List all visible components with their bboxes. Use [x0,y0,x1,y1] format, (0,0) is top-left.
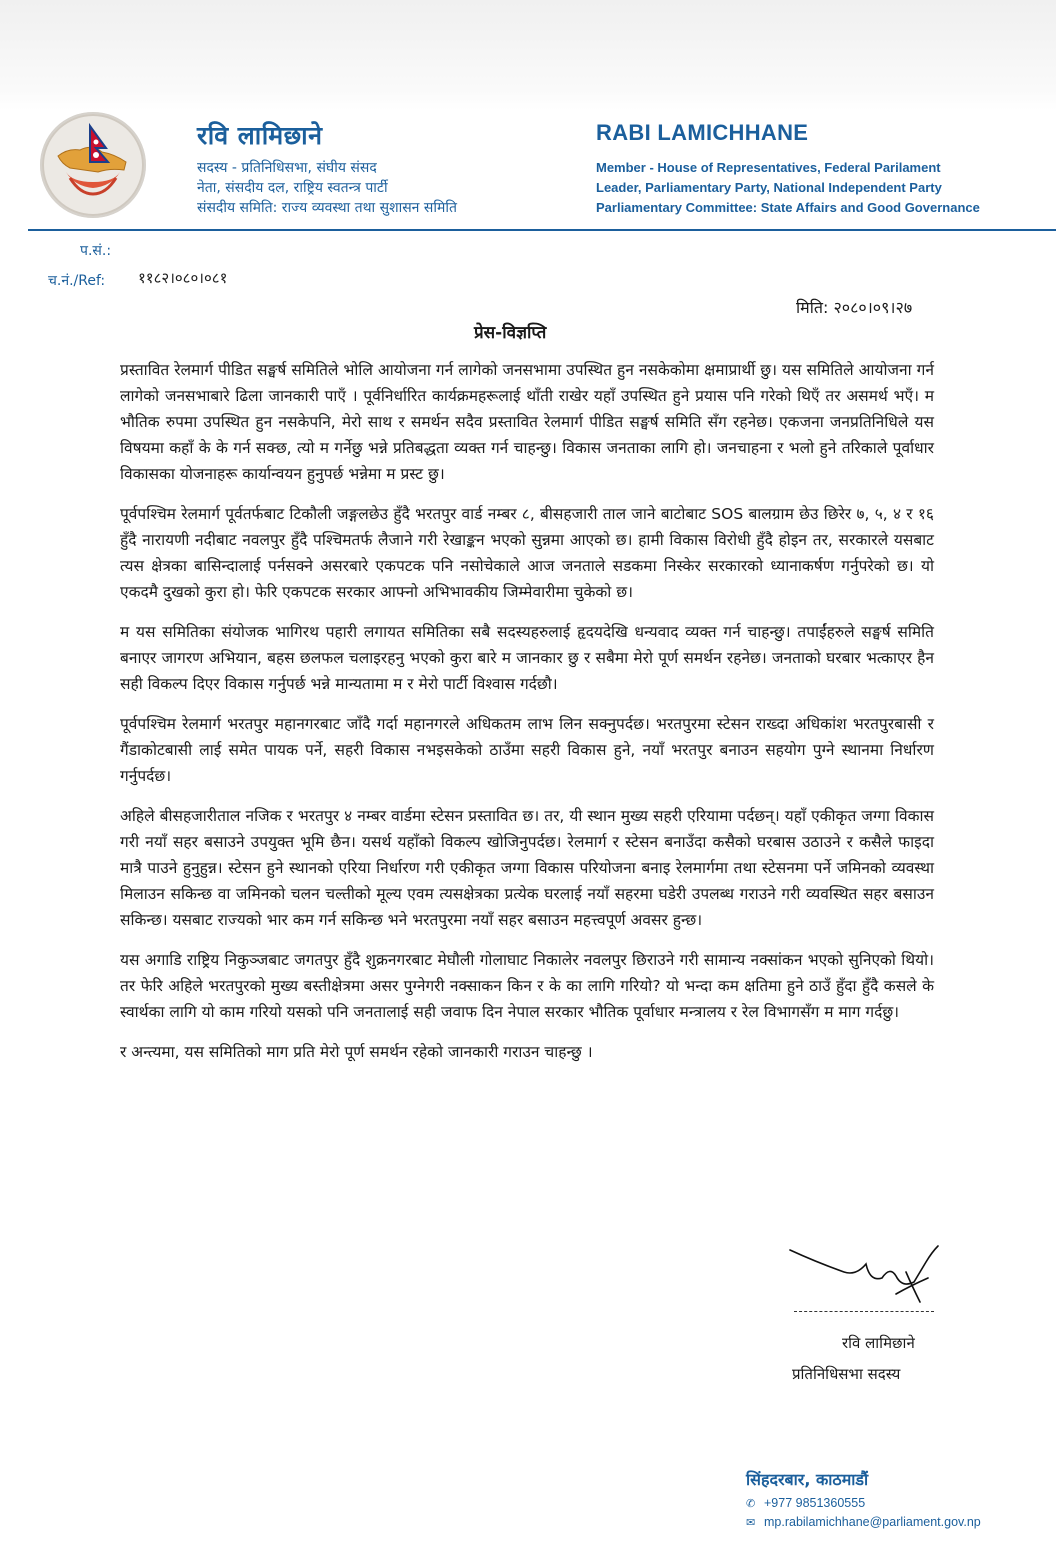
mail-icon: ✉ [746,1517,756,1529]
phone-number: +977 9851360555 [764,1496,866,1510]
page-title: प्रेस-विज्ञप्ति [474,323,547,343]
ref-number: ११८२।०८०।०८१ [138,269,228,287]
paragraph: अहिले बीसहजारीताल नजिक र भरतपुर ४ नम्बर वार्डमा स्टेसन प्रस्तावित छ। तर, यी स्थान मुख्य सहरी एरियामा पर्दछन्। यहाँ एकीकृत जग्गा विकास गरी नयाँ सहर बसाउने उपयुक्त भूमि छैन। यसर्थ यहाँको विकल्प खोजिनुपर्दछ। रेलमार्ग र स्टेसन बनाउँदा कसैको घरबास उठाउने र कसैले फाइदा मात्रै पाउने हुनुहुन्न। स्टेसन हुने स्थानको एरिया निर्धारण गरी एकीकृत जग्गा विकास परियोजना बनाइ रेलमार्गमा तथा स्टेसनमा पर्ने जमिनको व्यवस्था मिलाउन सकिन्छ वा जमिनको चलन चल्तीको मूल्य एवम त्यसक्षेत्रका प्रत्येक घरलाई नयाँ सहरमा घडेरी उपलब्ध गराउने गरी व्यवस्थित सहर बसाउन सकिन्छ। यसबाट राज्यको भार कम गर्न सकिन्छ भने भरतपुरमा नयाँ सहर बसाउन महत्त्वपूर्ण अवसर हुन्छ। [120,807,934,929]
header-divider [28,229,1056,231]
footer-phone [746,1496,865,1510]
paragraph: पूर्वपश्चिम रेलमार्ग भरतपुर महानगरबाट जाँदै गर्दा महानगरले अधिकतम लाभ लिन सक्नुपर्दछ। भरतपुरमा स्टेसन राख्दा अधिकांश भरतपुरबासी र गैंडाकोटबासी लाई समेत पायक पर्ने, सहरी विकास नभइसकेको ठाउँमा सहरी विकास हुने, नयाँ भरतपुर बनाउन सहयोग पुग्ने स्थानमा निर्धारण गर्नुपर्दछ। [120,715,934,785]
ps-label: प.सं.: [80,243,112,259]
paragraph: पूर्वपश्चिम रेलमार्ग पूर्वतर्फबाट टिकौली जङ्गलछेउ हुँदै भरतपुर वार्ड नम्बर ८, बीसहजारी ताल जाने बाटोबाट SOS बालग्राम छेउ छिरेर ७, ५, ४ र १६ हुँदै नारायणी नदीबाट नवलपुर हुँदै पश्चिमतर्फ लैजाने गरी रेखाङ्कन भएको सुन्नमा आएको छ। हामी विकास विरोधी हुँदै होइन तर, सरकारले यसबाट त्यस क्षेत्रका बासिन्दालाई पर्नसक्ने असरबारे एकपटक पनि नसोचेकाले आज जनताले सडकमा निस्केर सरकारको ध्यानाकर्षण गर्नुपरेको छ। यो एकदमै दुखको कुरा हो। फेरि एकपटक सरकार आफ्नो अभिभावकीय जिम्मेवारीमा चुकेको छ। [120,505,934,601]
paragraph: म यस समितिका संयोजक भागिरथ पहारी लगायत समितिका सबै सदस्यहरुलाई हृदयदेखि धन्यवाद व्यक्त गर्न चाहन्छु। तपाईंहरुले सङ्घर्ष समिति बनाएर जागरण अभियान, बहस छलफल चलाइरहनु भएको कुरा बारे म जानकार छु र सबैमा मेरो पूर्ण समर्थन रहनेछ। जनताको घरबार भत्काएर हैन सही विकल्प दिएर विकास गर्नुपर्छ भन्ने मान्यतामा म र मेरो पार्टी विश्वास गर्दछौ। [120,623,934,693]
designation-line: संसदीय समिति: राज्य व्यवस्था तथा सुशासन समिति [197,200,457,216]
date: मिति: २०८०।०९।२७ [796,298,913,317]
parliament-emblem-logo [40,112,146,218]
name-nepali: रवि लामिछाने [197,121,323,150]
designation-line: Parliamentary Committee: State Affairs and Good Governance [596,200,980,215]
signatory-role: प्रतिनिधिसभा सदस्य [792,1365,901,1383]
designation-line: नेता, संसदीय दल, राष्ट्रिय स्वतन्त्र पार्टी [197,180,388,196]
signatory-name: रवि लामिछाने [842,1334,915,1352]
footer-email [746,1515,981,1529]
phone-icon: ✆ [746,1498,756,1510]
designation-line: Member - House of Representatives, Federal Parilament [596,160,941,175]
header-nepali [197,118,457,218]
footer-address: सिंहदरबार, काठमाडौं [746,1470,869,1489]
emblem-icon [40,112,146,218]
header-english [596,120,980,218]
handwritten-signature [786,1242,942,1306]
ref-label: च.नं./Ref: [48,273,106,289]
designation-line: Leader, Parliamentary Party, National Independent Party [596,180,942,195]
paragraph: प्रस्तावित रेलमार्ग पीडित सङ्घर्ष समितिले भोलि आयोजना गर्न लागेको जनसभामा उपस्थित हुन नसकेकोमा क्षमाप्रार्थी छु। यस समितिले आयोजना गर्न लागेको जनसभाबारे ढिला जानकारी पाएँ । पूर्वनिर्धारित कार्यक्रमहरूलाई थाँती राखेर यहाँ उपस्थित हुने प्रयास पनि गरेको थिएँ तर असमर्थ भएँ। म भौतिक रुपमा उपस्थित हुन नसकेपनि, मेरो साथ र समर्थन सदैव प्रस्तावित रेलमार्ग पीडित सङ्घर्ष समिति सँग रहनेछ। एकजना जनप्रतिनिधिले यस विषयमा कहाँ के के गर्न सक्छ, त्यो म गर्नेछु भन्ने प्रतिबद्धता व्यक्त गर्न चाहन्छु। विकास जनताका लागि हो। जनचाहना र भलो हुने तरिकाले पूर्वाधार विकासका योजनाहरू कार्यान्वयन हुनुपर्छ भन्नेमा म प्रस्ट छु। [120,361,934,483]
name-english: RABI LAMICHHANE [596,120,809,145]
email-address: mp.rabilamichhane@parliament.gov.np [764,1515,981,1529]
paragraph: यस अगाडि राष्ट्रिय निकुञ्जबाट जगतपुर हुँदै शुक्रनगरबाट मेघौली गोलाघाट निकालेर नवलपुर छिराउने गरी सामान्य नक्सांकन भएको सुनिएको थियो। तर फेरि अहिले भरतपुरको मुख्य बस्तीक्षेत्रमा असर पुग्नेगरी नक्साकन किन र के का लागि गरियो? यो भन्दा कम क्षतिमा हुने ठाउँ हुँदा हुँदै कसले के स्वार्थका लागि यो काम गरियो यसको पनि जनतालाई सही जवाफ दिन नेपाल सरकार भौतिक पूर्वाधार मन्त्रालय र रेल विभागसँग म माग गर्दछु। [120,951,934,1021]
designation-line: सदस्य - प्रतिनिधिसभा, संघीय संसद [197,160,377,176]
paragraph: र अन्त्यमा, यस समितिको माग प्रति मेरो पूर्ण समर्थन रहेको जानकारी गराउन चाहन्छु । [120,1043,593,1061]
press-release-body [120,357,934,1079]
signature-line [794,1311,934,1312]
